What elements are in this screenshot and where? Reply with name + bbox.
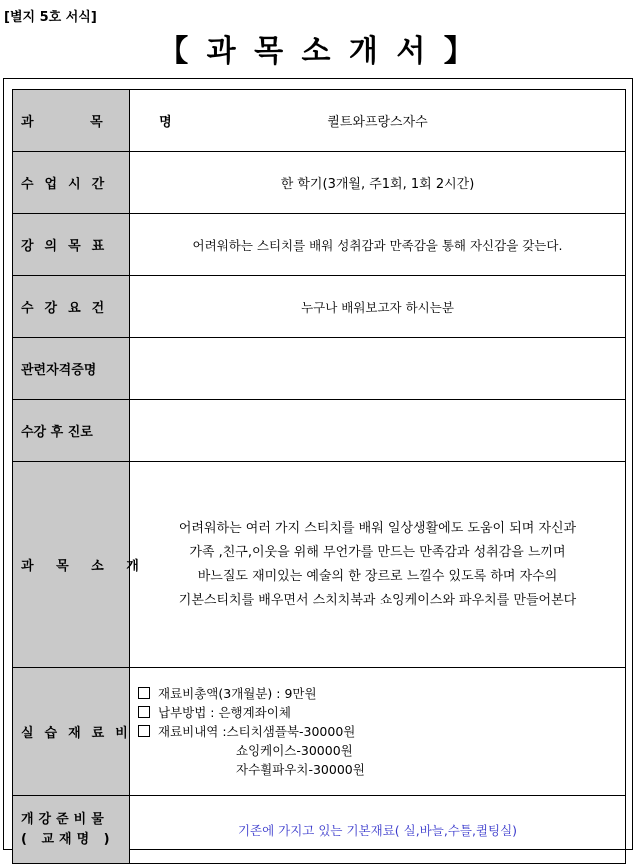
row-requirement [13,276,626,338]
value-materials [130,668,626,796]
material-item [138,703,625,722]
value-certificate [130,338,626,400]
form-number-tag: [별지 5호 서식] [4,10,97,25]
label-preparation-line2: ( 교재명 ) [21,831,115,847]
material-item [138,684,625,703]
value-course-name: 퀼트와프랑스자수 [130,90,626,152]
material-item-text: 재료비총액(3개월분) : 9만원 [158,686,317,701]
label-certificate: 관련자격증명 [13,338,130,400]
label-requirement: 수강요건 [13,276,130,338]
value-career [130,400,626,462]
label-preparation [13,796,130,864]
label-class-time: 수업시간 [13,152,130,214]
material-detail: 쇼잉케이스-30000원 [236,743,353,758]
checkbox-icon [138,687,150,699]
label-course-name: 과 목 명 [13,90,130,152]
label-preparation-line1: 개강준비물 [21,811,109,827]
checkbox-icon [138,725,150,737]
intro-line: 가족 ,친구,이웃을 위해 무언가를 만드는 만족감과 성취감을 느끼며 [189,544,566,560]
intro-line: 기본스티치를 배우면서 스치치북과 쇼잉케이스와 파우치를 만들어본다 [178,592,577,608]
row-materials [13,668,626,796]
checkbox-icon [138,706,150,718]
intro-line: 어려워하는 여러 가지 스티치를 배워 일상생활에도 도움이 되며 자신과 [178,520,577,536]
label-materials: 실습재료비 [13,668,130,796]
material-item [138,722,625,741]
document-title: 【 과 목 소 개 서 】 [158,34,478,69]
row-career [13,400,626,462]
value-requirement: 누구나 배워보고자 하시는분 [130,276,626,338]
row-certificate [13,338,626,400]
course-intro-table [12,89,626,864]
label-objective: 강의목표 [13,214,130,276]
label-intro: 과 목 소 개 [13,462,130,668]
row-intro [13,462,626,668]
row-preparation [13,796,626,864]
material-detail: 자수휠파우치-30000원 [236,762,365,777]
value-objective: 어려워하는 스티치를 배워 성취감과 만족감을 통해 자신감을 갖는다. [130,214,626,276]
row-course-name [13,90,626,152]
material-item-text: 납부방법 : 은행계좌이체 [158,705,291,720]
label-career: 수강 후 진로 [13,400,130,462]
value-intro [130,462,626,668]
row-class-time [13,152,626,214]
value-preparation: 기존에 가지고 있는 기본재료( 실,바늘,수틀,퀼팅실) [130,796,626,864]
intro-line: 바느질도 재미있는 예술의 한 장르로 느낄수 있도록 하며 자수의 [197,568,558,584]
material-item-text: 재료비내역 :스티치샘플북-30000원 [158,724,356,739]
row-objective [13,214,626,276]
value-class-time: 한 학기(3개월, 주1회, 1회 2시간) [130,152,626,214]
